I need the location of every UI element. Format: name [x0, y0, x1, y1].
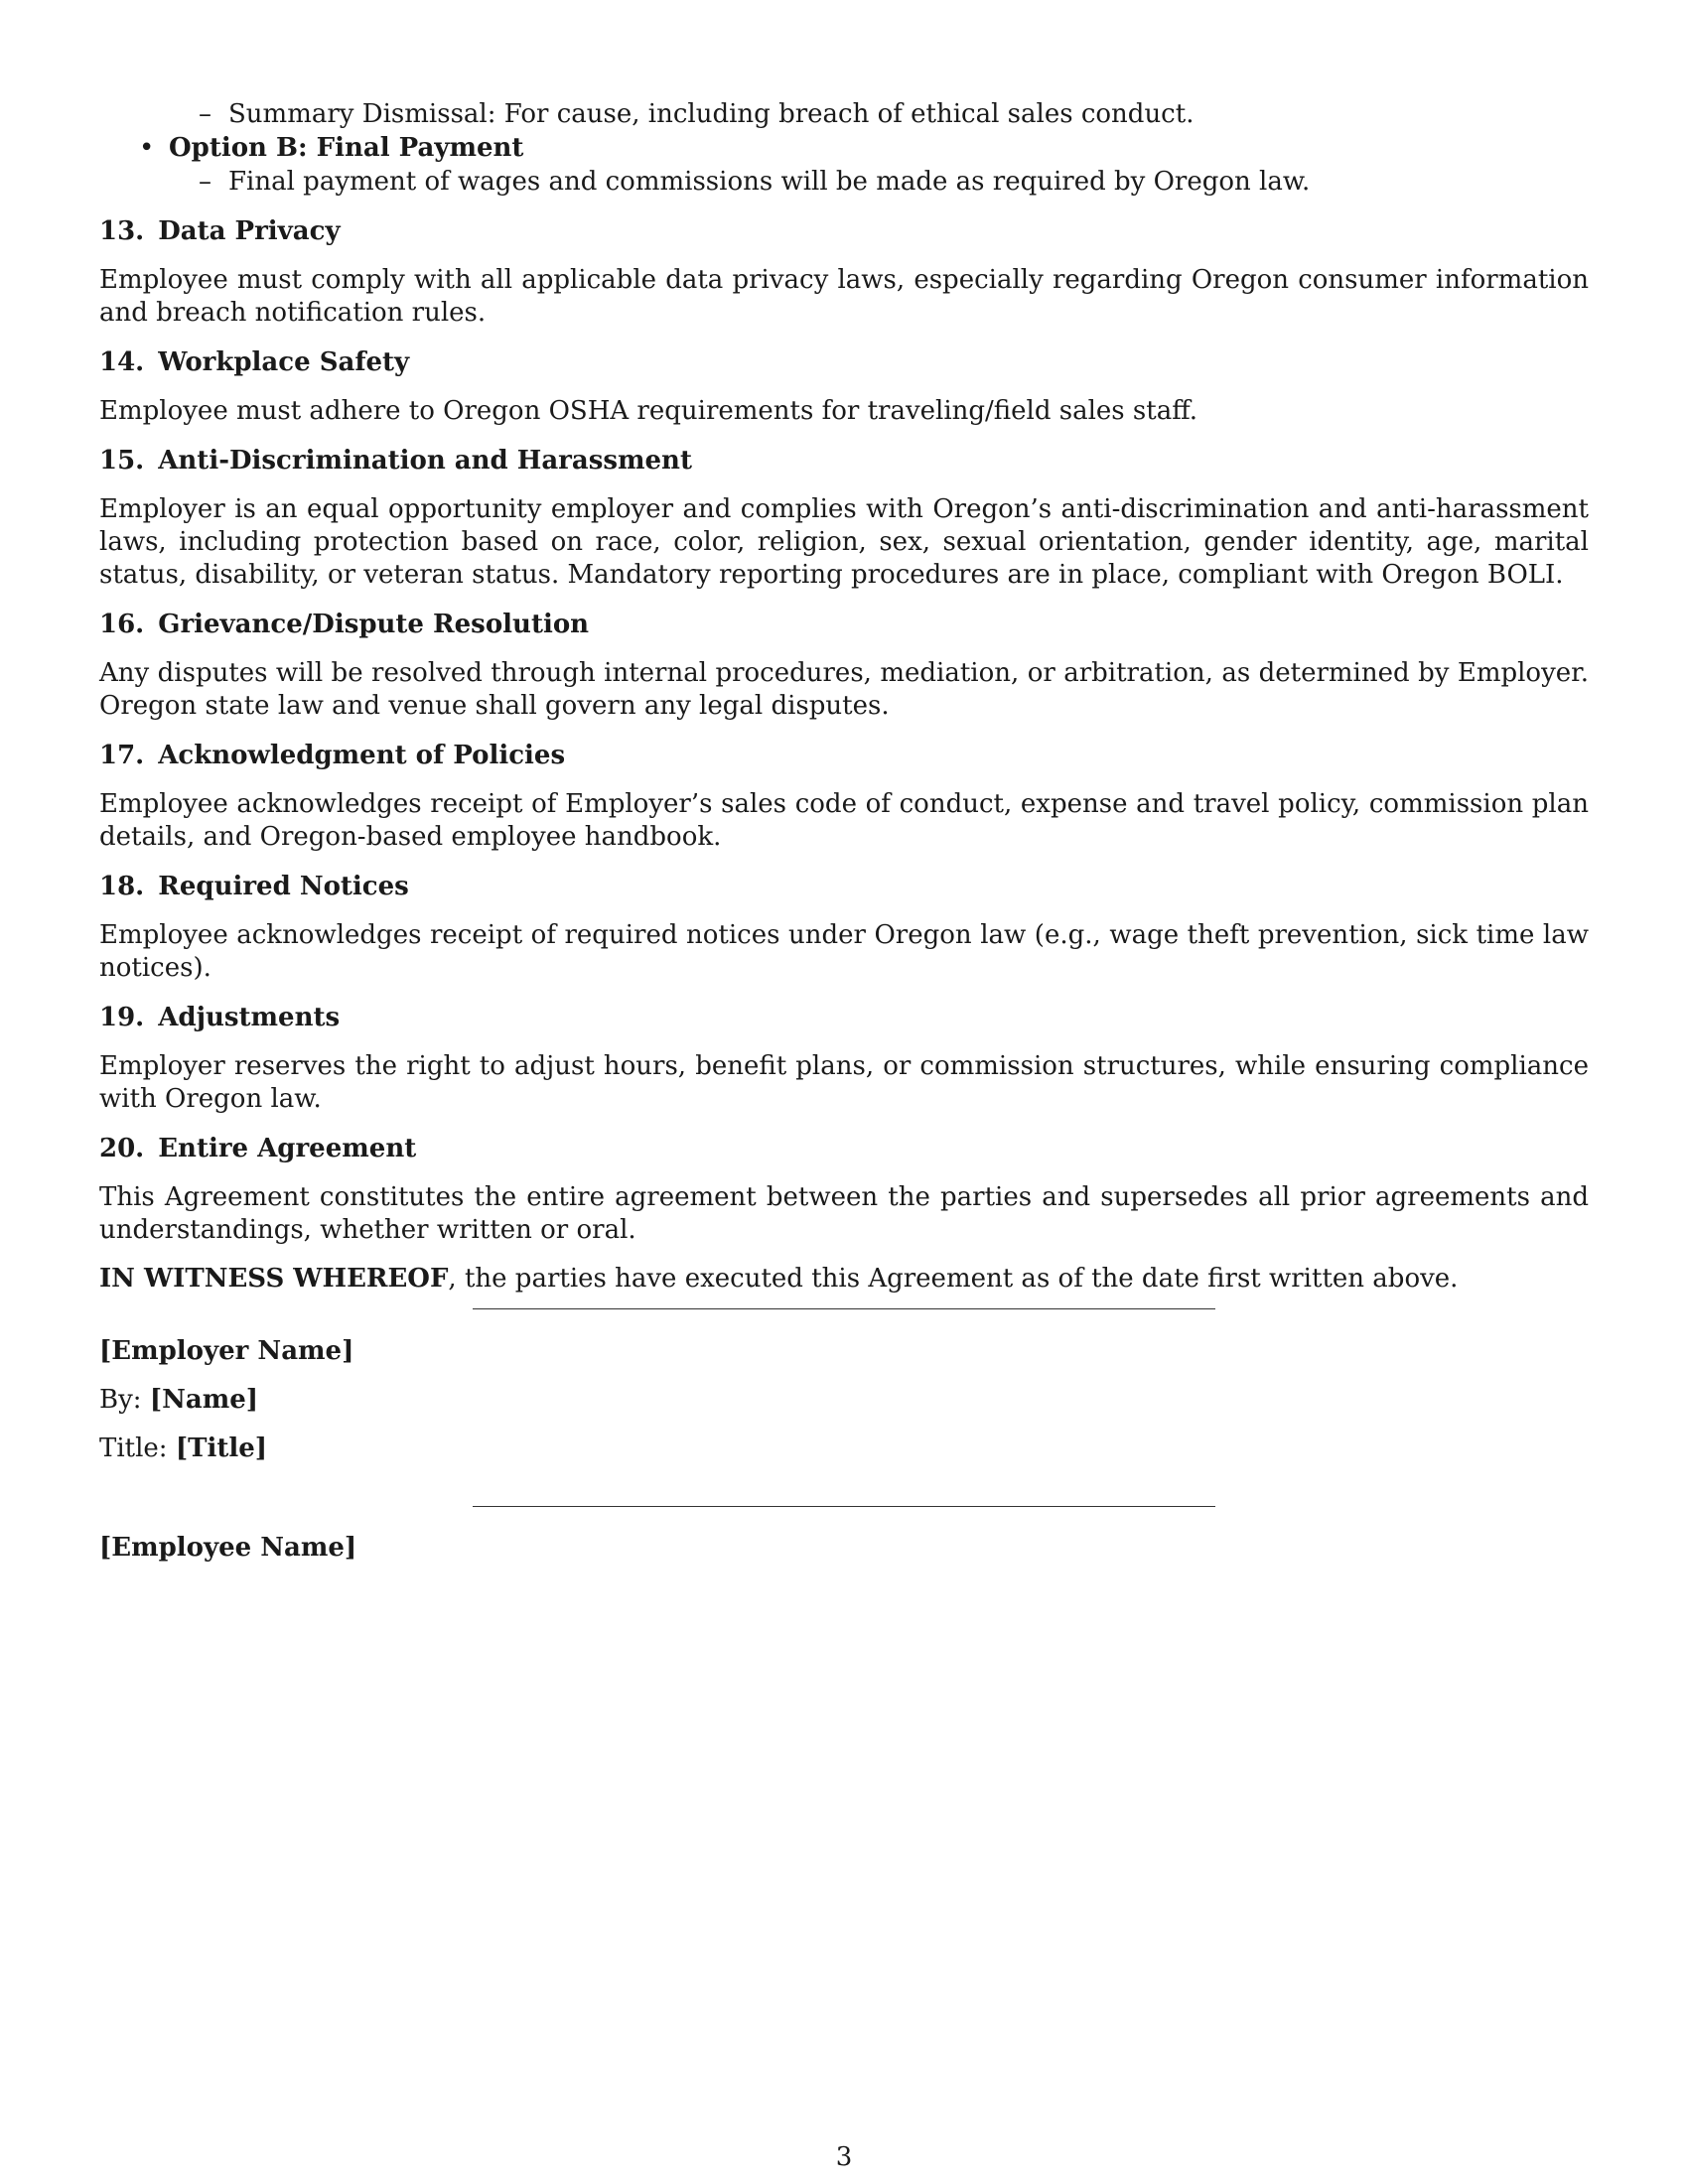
section-14	[99, 345, 1589, 428]
section-heading	[99, 1001, 1589, 1034]
bullet-marker: •	[139, 133, 155, 163]
section-18	[99, 870, 1589, 985]
section-heading	[99, 345, 1589, 379]
section-20	[99, 1132, 1589, 1247]
employer-title-line	[99, 1432, 267, 1465]
section-number: 18.	[99, 872, 145, 901]
section-number: 16.	[99, 610, 145, 639]
section-heading	[99, 214, 1589, 248]
employee-name: [Employee Name]	[99, 1533, 357, 1563]
by-value: [Name]	[149, 1385, 259, 1415]
section-heading	[99, 608, 1589, 641]
employee-signature-line	[473, 1506, 1215, 1507]
section-heading	[99, 444, 1589, 478]
section-15	[99, 444, 1589, 592]
list-item-option-b	[99, 131, 1589, 165]
section-title: Workplace Safety	[158, 347, 410, 377]
section-title: Acknowledgment of Policies	[158, 741, 566, 770]
dash-marker: –	[199, 99, 211, 129]
section-number: 20.	[99, 1134, 145, 1163]
witness-rest: , the parties have executed this Agreement as of the date first written above.	[448, 1264, 1459, 1294]
section-title: Required Notices	[158, 872, 409, 901]
list-subitem-final-payment	[99, 165, 1589, 199]
witness-clause	[99, 1263, 1589, 1296]
by-label: By:	[99, 1385, 142, 1415]
dash-marker: –	[199, 167, 211, 197]
employer-name: [Employer Name]	[99, 1336, 354, 1366]
title-value: [Title]	[175, 1433, 268, 1463]
section-body: Employer is an equal opportunity employer and complies with Oregon’s anti-discrimination and anti-harassment laws, including protection based on race, color, religion, sex, sexual orientation, gender identity, age, marital status, disability, or veteran status. Mandatory reporting procedures are in place, compliant with Oregon BOLI.	[99, 494, 1589, 590]
page-number: 3	[835, 2142, 853, 2172]
section-body: Employer reserves the right to adjust hours, benefit plans, or commission structures, while ensuring compliance with Oregon law.	[99, 1051, 1589, 1114]
section-title: Anti-Discrimination and Harassment	[158, 446, 692, 476]
section-heading	[99, 739, 1589, 772]
list-subitem-text: Final payment of wages and commissions will be made as required by Oregon law.	[228, 167, 1311, 197]
section-number: 14.	[99, 347, 145, 377]
section-body: Any disputes will be resolved through internal procedures, mediation, or arbitration, as determined by Employer. Oregon state law and venue shall govern any legal disputes.	[99, 658, 1589, 721]
section-title: Adjustments	[158, 1003, 341, 1032]
witness-bold: IN WITNESS WHEREOF	[99, 1264, 449, 1294]
section-17	[99, 739, 1589, 854]
section-body: This Agreement constitutes the entire agreement between the parties and supersedes all prior agreements and understandings, whether written or oral.	[99, 1182, 1589, 1245]
list-subitem-summary-dismissal	[99, 97, 1589, 131]
section-heading	[99, 870, 1589, 903]
document-body	[99, 97, 1589, 1296]
section-number: 15.	[99, 446, 145, 476]
section-body: Employee must comply with all applicable data privacy laws, especially regarding Oregon consumer information and breach notification rules.	[99, 265, 1589, 328]
title-label: Title:	[99, 1433, 168, 1463]
section-19	[99, 1001, 1589, 1116]
section-body: Employee acknowledges receipt of required notices under Oregon law (e.g., wage theft prevention, sick time law notices).	[99, 920, 1589, 983]
section-body: Employee must adhere to Oregon OSHA requirements for traveling/field sales staff.	[99, 396, 1198, 426]
section-number: 17.	[99, 741, 145, 770]
section-body: Employee acknowledges receipt of Employer’s sales code of conduct, expense and travel policy, commission plan details, and Oregon-based employee handbook.	[99, 789, 1589, 852]
employer-by-line	[99, 1383, 258, 1417]
section-heading	[99, 1132, 1589, 1165]
list-item-title: Option B: Final Payment	[169, 133, 524, 163]
section-16	[99, 608, 1589, 723]
section-title: Entire Agreement	[158, 1134, 417, 1163]
section-13	[99, 214, 1589, 330]
section-title: Data Privacy	[158, 216, 341, 246]
employer-signature-line	[473, 1308, 1215, 1309]
section-number: 19.	[99, 1003, 145, 1032]
section-title: Grievance/Dispute Resolution	[158, 610, 590, 639]
section-number: 13.	[99, 216, 145, 246]
list-subitem-text: Summary Dismissal: For cause, including breach of ethical sales conduct.	[228, 99, 1195, 129]
